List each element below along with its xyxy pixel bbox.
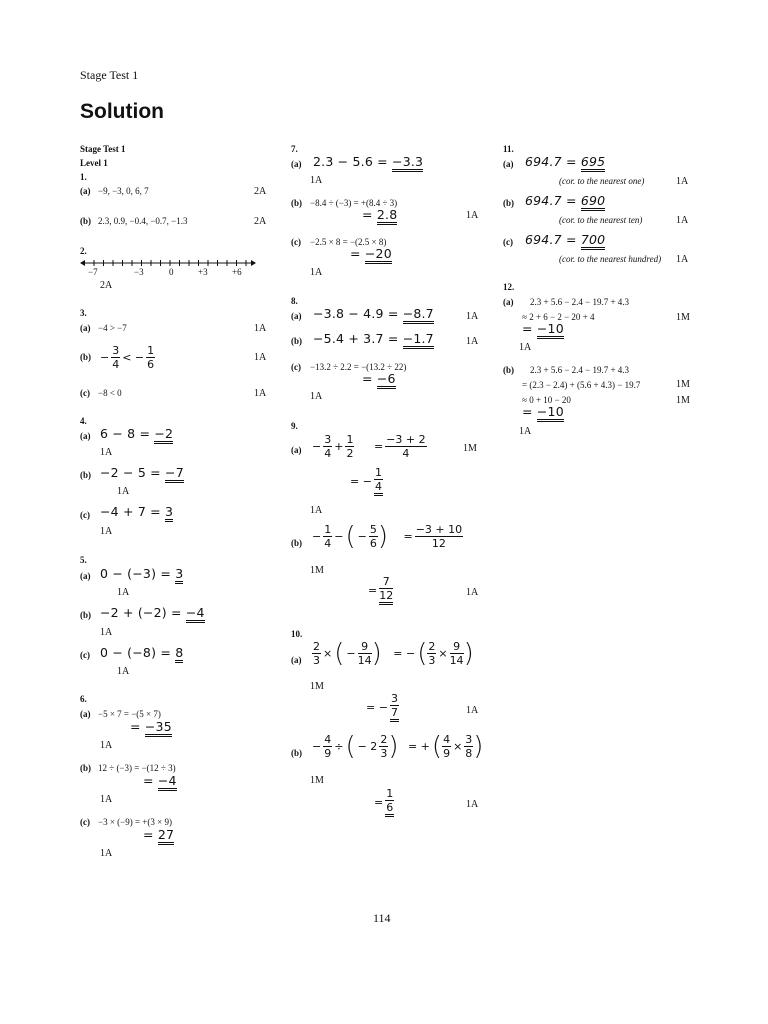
q4c-expression: −4 + 7 = 3 [100,504,173,519]
q5b-mark: 1A [100,627,113,638]
q7c-result: = −20 [350,246,392,261]
q5a-expression: 0 − (−3) = 3 [100,566,183,581]
q4c-mark: 1A [100,526,113,537]
q5-number: 5. [80,555,87,565]
q12a-mark-1: 1M [676,312,690,323]
q8b-expression: −5.4 + 3.7 = −1.7 [313,331,434,346]
q7b-expression: −8.4 ÷ (−3) = +(8.4 ÷ 3) [310,198,398,208]
q10b-mark-1: 1M [310,775,324,786]
q7b-label: (b) [291,198,302,208]
q4a-label: (a) [80,431,91,441]
q10a-result: = − $\frac{3}{7}$ [364,692,399,722]
q6c-expression: −3 × (−9) = +(3 × 9) [98,817,172,827]
q12b-line-3: ≈ 0 + 10 − 20 [522,395,571,405]
q11-number: 11. [503,144,514,154]
tick-label: 0 [169,267,174,277]
q7c-mark: 1A [310,267,323,278]
q7b-mark: 1A [466,210,479,221]
q10b-expression: − $\frac{4}{9}$ ÷( − 2 $\frac{2}{3}$ ) = +( $\frac{4}{9}$ × $\frac{3}{8}$ ) [312,731,484,762]
q7a-expression: 2.3 − 5.6 = −3.3 [313,154,423,169]
q11b-expression: 694.7 = 690 [525,193,605,208]
q6b-mark: 1A [100,794,113,805]
q7c-expression: −2.5 × 8 = −(2.5 × 8) [310,237,387,247]
q9b-mark-1: 1M [310,565,324,576]
q3b-mark: 1A [254,352,267,363]
level-heading: Level 1 [80,158,108,168]
q9b-mark-2: 1A [466,587,479,598]
q9a-label: (a) [291,445,302,455]
q8b-label: (b) [291,336,302,346]
q10b-label: (b) [291,748,302,758]
q8c-expression: −13.2 ÷ 2.2 = −(13.2 ÷ 22) [310,362,407,372]
q3c-mark: 1A [254,388,267,399]
q3c-label: (c) [80,388,90,398]
q8c-label: (c) [291,362,301,372]
q9-number: 9. [291,421,298,431]
q4a-expression: 6 − 8 = −2 [100,426,173,441]
q10a-mark-2: 1A [466,705,479,716]
q9a-mark-2: 1A [310,505,323,516]
q9b-expression: − $\frac{1}{4}$ −( − $\frac{5}{6}$ ) = $\frac{-3 + 10}{12}$ [312,521,463,552]
q4b-expression: −2 − 5 = −7 [100,465,184,480]
q12a-line-2: ≈ 2 + 6 − 2 − 20 + 4 [522,312,595,322]
q12-number: 12. [503,282,515,292]
q11c-expression: 694.7 = 700 [525,232,605,247]
q1a-label: (a) [80,186,91,196]
q4-number: 4. [80,416,87,426]
q6b-label: (b) [80,763,91,773]
q3-number: 3. [80,308,87,318]
q11a-mark: 1A [676,176,689,187]
q12b-mark-1: 1M [676,379,690,390]
q10-number: 10. [291,629,303,639]
q10a-expression: $\frac{2}{3}$ ×( − $\frac{9}{14}$ ) = −( $\frac{2}{3}$ × $\frac{9}{14}$ ) [313,638,474,669]
q10b-mark-2: 1A [466,799,479,810]
q1-number: 1. [80,172,87,182]
q8b-mark: 1A [466,336,479,347]
q6b-expression: 12 ÷ (−3) = −(12 ÷ 3) [98,763,176,773]
q12a-label: (a) [503,297,514,307]
q12b-line-1: 2.3 + 5.6 − 2.4 − 19.7 + 4.3 [530,365,630,375]
q12b-mark-3: 1A [519,426,532,437]
q7-number: 7. [291,144,298,154]
q6c-label: (c) [80,817,90,827]
q8-number: 8. [291,296,298,306]
q12a-line-1: 2.3 + 5.6 − 2.4 − 19.7 + 4.3 [530,297,630,307]
q9a-mark-1: 1M [463,443,477,454]
q3a-label: (a) [80,323,91,333]
q11c-note: (cor. to the nearest hundred) [559,254,662,264]
q8c-result: = −6 [362,371,396,386]
q10b-result: = $\frac{1}{6}$ [372,787,394,817]
q8c-mark: 1A [310,391,323,402]
page-number: 114 [373,911,391,925]
q4a-mark: 1A [100,447,113,458]
q3b-inequality: − $\frac{3}{4}$ < − $\frac{1}{6}$ [100,344,155,371]
tick-label: −7 [88,267,98,277]
q5b-expression: −2 + (−2) = −4 [100,605,205,620]
q3a-answer: −4 > −7 [98,323,127,333]
q5a-label: (a) [80,571,91,581]
test-heading: Stage Test 1 [80,144,126,154]
q2-mark: 2A [100,280,113,291]
q6a-expression: −5 × 7 = −(5 × 7) [98,709,161,719]
q9b-result: = $\frac{7}{12}$ [366,575,393,605]
q9b-label: (b) [291,538,302,548]
q5b-label: (b) [80,610,91,620]
q8a-expression: −3.8 − 4.9 = −8.7 [313,306,434,321]
q6a-result: = −35 [130,719,172,734]
q9a-result: = − $\frac{1}{4}$ [348,466,383,496]
q2-number: 2. [80,246,87,256]
q10a-mark-1: 1M [310,681,324,692]
tick-label: −3 [134,267,144,277]
q7a-label: (a) [291,159,302,169]
q11c-mark: 1A [676,254,689,265]
q5a-mark: 1A [117,587,130,598]
q12a-mark-2: 1A [519,342,532,353]
q8a-label: (a) [291,311,302,321]
tick-label: +6 [232,267,242,277]
q6-number: 6. [80,694,87,704]
q9a-expression: − $\frac{3}{4}$ + $\frac{1}{2}$ = $\frac{-3 + 2}{4}$ [312,433,426,460]
q11a-note: (cor. to the nearest one) [559,176,645,186]
q11a-expression: 694.7 = 695 [525,154,605,169]
q11b-note: (cor. to the nearest ten) [559,215,643,225]
page-title: Solution [80,100,164,123]
q10a-label: (a) [291,655,302,665]
q7c-label: (c) [291,237,301,247]
q12a-result: = −10 [522,321,564,336]
q1b-label: (b) [80,216,91,226]
q7b-result: = 2.8 [362,207,397,222]
q11a-label: (a) [503,159,514,169]
q4c-label: (c) [80,510,90,520]
q6a-mark: 1A [100,740,113,751]
q12b-line-2: = (2.3 − 2.4) + (5.6 + 4.3) − 19.7 [522,380,641,390]
q6a-label: (a) [80,709,91,719]
q4b-mark: 1A [117,486,130,497]
q11b-label: (b) [503,198,514,208]
q12b-label: (b) [503,365,514,375]
q5c-expression: 0 − (−8) = 8 [100,645,183,660]
q4b-label: (b) [80,470,91,480]
tick-label: +3 [198,267,208,277]
q1b-answer: 2.3, 0.9, −0.4, −0.7, −1.3 [98,216,188,226]
q12b-result: = −10 [522,404,564,419]
q1b-mark: 2A [254,216,267,227]
running-title: Stage Test 1 [80,68,139,82]
q11c-label: (c) [503,237,513,247]
q6b-result: = −4 [143,773,177,788]
q5c-label: (c) [80,650,90,660]
q1a-answer: −9, −3, 0, 6, 7 [98,186,149,196]
q12b-mark-2: 1M [676,395,690,406]
q6c-mark: 1A [100,848,113,859]
q3a-mark: 1A [254,323,267,334]
q7a-mark: 1A [310,175,323,186]
q3c-answer: −8 < 0 [98,388,122,398]
q5c-mark: 1A [117,666,130,677]
q3b-label: (b) [80,352,91,362]
q8a-mark: 1A [466,311,479,322]
q1a-mark: 2A [254,186,267,197]
q11b-mark: 1A [676,215,689,226]
q6c-result: = 27 [143,827,174,842]
